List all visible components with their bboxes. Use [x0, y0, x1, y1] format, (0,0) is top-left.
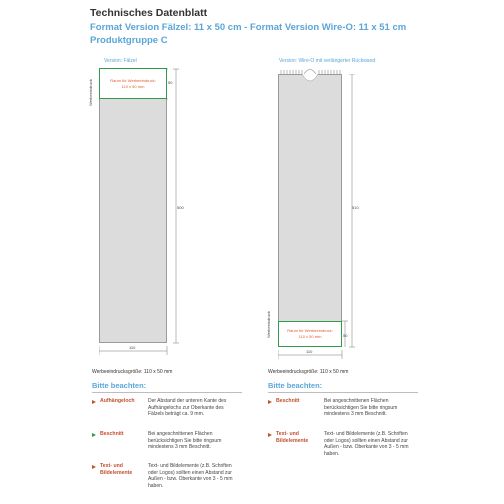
right-dimension-lines	[336, 74, 358, 350]
note-marker-icon	[92, 433, 96, 437]
note-marker-icon	[268, 433, 272, 437]
right-dim-height: 510	[352, 205, 359, 210]
note-label-beschnitt-right: Beschnitt	[276, 398, 300, 404]
left-print-area-title: Raum für Werbeeindruck:	[110, 78, 156, 83]
left-dim-height: 500	[177, 205, 184, 210]
right-print-area	[278, 321, 342, 347]
note-marker-icon	[92, 465, 96, 469]
left-side-label: Werbeeindruck	[88, 79, 93, 106]
left-dim-width: 110	[129, 345, 136, 350]
note-text-beschnitt: Bei angeschnittenen Flächen berücksichtigen Sie bitte ringsum mindestens 3 mm Beschnitt.	[148, 431, 222, 450]
left-notes-heading: Bitte beachten:	[92, 381, 147, 390]
note-text-text-bild: Text- und Bildelemente (z.B. Schriften oder Logos) sollten einen Abstand zur Außen - bzw. Oberkante von 3 - 5 mm haben.	[148, 463, 233, 489]
note-text-aufhaengeloch: Der Abstand der unteren Kante des Aufhängelochs zur Oberkante des Fälzels beträgt ca. 9 mm.	[148, 398, 227, 417]
right-print-area-title: Raum für Werbeeindruck:	[287, 328, 333, 333]
left-dim-top: 50	[168, 80, 173, 85]
right-side-label: Werbeeindruck	[266, 311, 271, 338]
left-calendar-sheet	[99, 68, 167, 343]
note-label-beschnitt: Beschnitt	[100, 431, 124, 437]
document-title: Technisches Datenblatt	[90, 7, 208, 19]
note-marker-icon	[268, 400, 272, 404]
right-print-area-size: 110 x 50 mm	[298, 334, 322, 339]
note-label-text-bild-right: Text- und Bildelemente	[276, 431, 309, 444]
note-text-beschnitt-right: Bei angeschnittenen Flächen berücksichtigen Sie bitte ringsum mindestens 3 mm Beschnitt.	[324, 398, 398, 417]
left-version-label: Version: Fälzel	[104, 58, 137, 64]
right-notes-divider	[268, 392, 418, 393]
note-label-aufhaengeloch: Aufhängeloch	[100, 398, 135, 404]
left-print-area	[99, 68, 167, 99]
left-notes-divider	[92, 392, 242, 393]
right-notes-heading: Bitte beachten:	[268, 381, 323, 390]
left-print-area-size: 110 x 50 mm	[121, 84, 145, 89]
hanging-hole-icon	[300, 72, 320, 86]
left-size-line: Werbeeindrucksgröße: 110 x 50 mm	[92, 369, 173, 375]
right-dim-width: 110	[306, 349, 313, 354]
note-marker-icon	[92, 400, 96, 404]
product-group: Produktgruppe C	[90, 35, 168, 46]
format-subtitle: Format Version Fälzel: 11 x 50 cm - Format Version Wire-O: 11 x 51 cm	[90, 22, 407, 33]
note-label-text-bild: Text- und Bildelemente	[100, 463, 133, 476]
right-size-line: Werbeeindrucksgröße: 110 x 50 mm	[268, 369, 349, 375]
right-version-label: Version: Wire-O mit verlängerter Rückwand	[279, 58, 376, 64]
note-text-text-bild-right: Text- und Bildelemente (z.B. Schriften oder Logos) sollten einen Abstand zur Außen - bzw. Oberkante von 3 - 5 mm haben.	[324, 431, 409, 457]
right-calendar-sheet	[278, 74, 342, 347]
right-dim-bottom: 50	[343, 333, 348, 338]
